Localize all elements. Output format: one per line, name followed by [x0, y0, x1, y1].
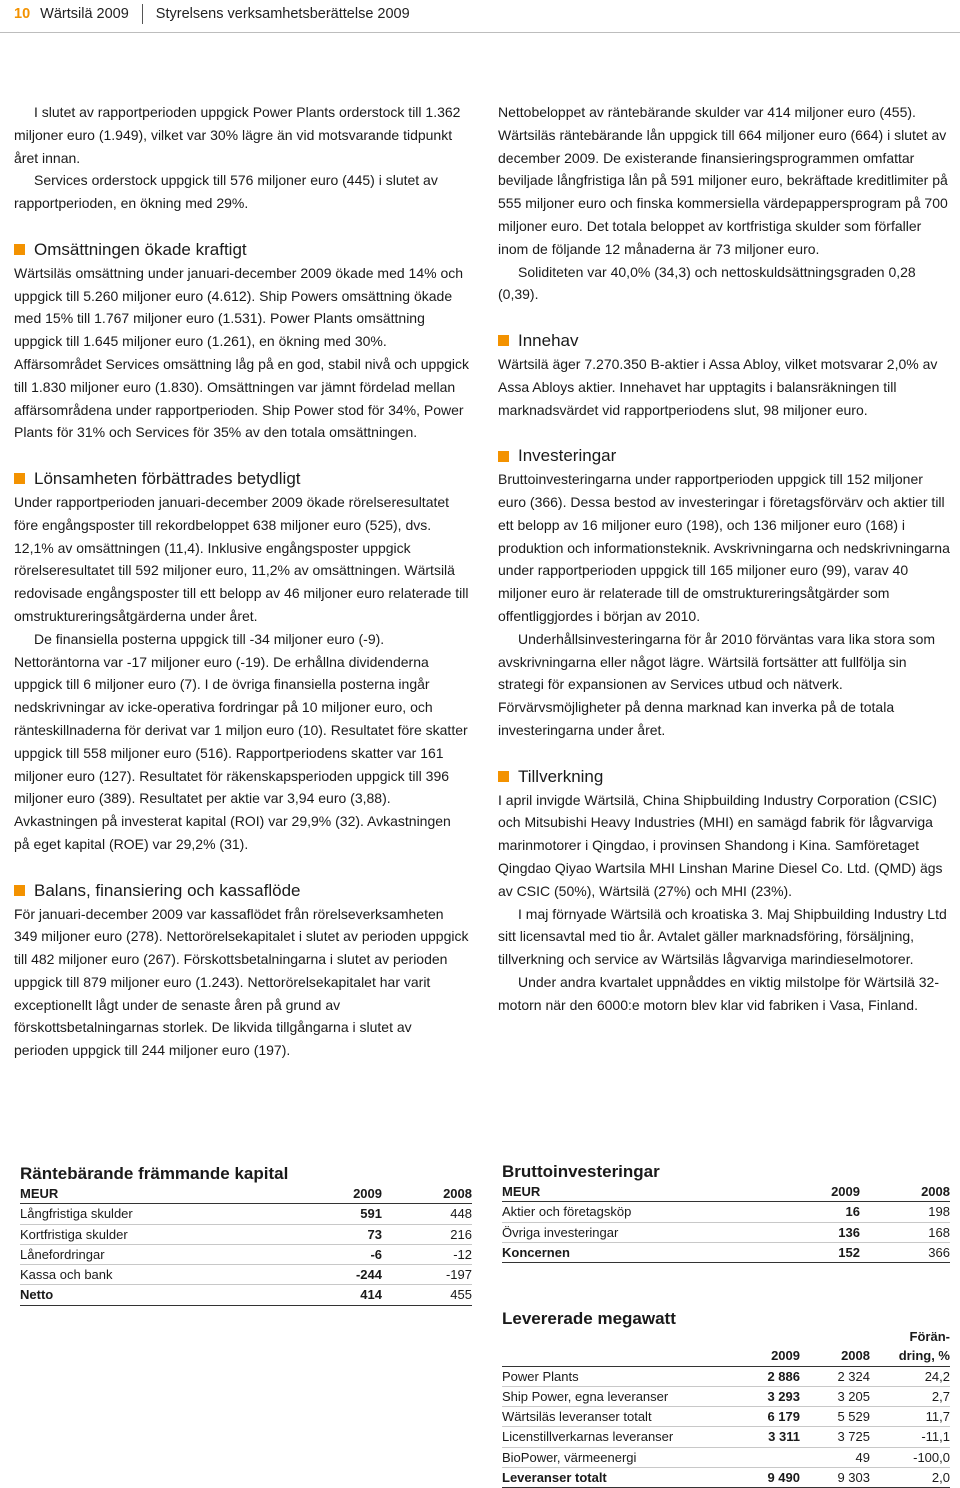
- table-title: Räntebärande främmande kapital: [20, 1164, 289, 1183]
- column-header: Förän-: [909, 1329, 950, 1344]
- paragraph: Services orderstock uppgick till 576 miljoner euro (445) i slutet av rapportperioden, en ökning med 29%.: [14, 172, 438, 212]
- right-column: [498, 101, 950, 1016]
- header-rule: [0, 32, 960, 33]
- paragraph: Bruttoinvesteringarna under rapportperioden uppgick till 152 miljoner euro (366). Dessa bestod av investeringar i företagsförvärv och aktier till ett belopp av 16 miljoner euro (198), och 136 miljoner euro (168) i produktion och informationsteknik. Avskrivningarna och nedskrivningarna under rapportperioden uppgick till 165 miljoner euro (99), varav 40 miljoner euro är relaterade till de omstruktureringsåtgärder som offentliggjordes i början av 2010.: [498, 471, 950, 624]
- table-header-row: [502, 1346, 950, 1366]
- table-row: Power Plants 2 886 2 324 24,2: [502, 1366, 950, 1386]
- paragraph: Under andra kvartalet uppnåddes en viktig milstolpe för Wärtsilä 32-motorn när den 6000:e motorn blev klar vid fabriken i Vasa, Finland.: [498, 973, 939, 1013]
- paragraph: Under rapportperioden januari-december 2009 ökade rörelseresultatet före engångsposter till rekordbeloppet 638 miljoner euro (525), dvs. 12,1% av omsättningen (11,4). Inklusive engångsposter uppgick rörelseresultatet till 592 miljoner euro, 11,2% av omsättningen. Wärtsilä redovisade engångsposter till ett belopp av 46 miljoner euro relaterade till omstruktureringsåtgärderna under året.: [14, 493, 469, 624]
- paragraph: För januari-december 2009 var kassaflödet från rörelseverksamheten 349 miljoner euro (278). Nettorörelsekapitalet i slutet av perioden uppgick till 482 miljoner euro (267). Förskottsbetalningarna i slutet av perioden uppgick till 879 miljoner euro (1.243). Nettorörelsekapitalet har varit exceptionellt lågt under de senaste åren på grund av förskottsbetalningarnas storlek. De likvida tillgångarna i slutet av perioden uppgick till 244 miljoner euro (197).: [14, 905, 469, 1059]
- column-header: dring, %: [870, 1346, 950, 1366]
- paragraph: Underhållsinvesteringarna för år 2010 förväntas vara lika stora som avskrivningarna eller något lägre. Wärtsilä fortsätter att fullfölja sin strategi för expansionen av Services utbud och nätverk. Förvärvsmöjligheter på denna marknad kan inverka på de totala investeringarna under året.: [498, 630, 936, 738]
- orange-square-icon: [498, 771, 509, 782]
- orange-square-icon: [498, 451, 509, 462]
- table-header-row: [502, 1327, 950, 1346]
- paragraph: Wärtsilä äger 7.270.350 B-aktier i Assa Abloy, vilket motsvarar 2,0% av Assa Abloys aktier. Innehavet har upptagits i balansräkningen till marknadsvärdet vid rapportperiodens slut, 98 miljoner euro.: [498, 355, 938, 418]
- table-row: Lånefordringar -6 -12: [20, 1244, 472, 1264]
- section-heading: Balans, finansiering och kassaflöde: [14, 879, 470, 903]
- section-heading: Tillverkning: [498, 765, 950, 789]
- section-heading: Lönsamheten förbättrades betydligt: [14, 467, 470, 491]
- section-heading: Omsättningen ökade kraftigt: [14, 238, 470, 262]
- table-row: Kortfristiga skulder 73 216: [20, 1224, 472, 1244]
- column-header: 2009: [734, 1346, 800, 1366]
- table-header-row: [502, 1182, 950, 1202]
- table-title: Bruttoinvesteringar: [502, 1162, 660, 1181]
- page-header: [14, 3, 410, 25]
- paragraph: De finansiella posterna uppgick till -34 miljoner euro (-9). Nettoräntorna var -17 miljoner euro (-19). De erhållna dividenderna uppgick till 6 miljoner euro (7). I de övriga finansiella posterna ingår nedskrivningar av icke-operativa fordringar på 10 miljoner euro, och ränteskillnaderna för derivat var 1 miljon euro (10). Resultatet före skatter uppgick till 558 miljoner euro (516). Rapportperiodens skatter var 161 miljoner euro (127). Resultatet för räkenskapsperioden uppgick till 396 miljoner euro (389). Resultatet per aktie var 3,94 euro (3,88). Avkastningen på investerat kapital (ROI) var 29,9% (32). Avkastningen på eget kapital (ROE) var 29,2% (31).: [14, 630, 468, 852]
- table-total-row: Netto 414 455: [20, 1285, 472, 1305]
- paragraph: Soliditeten var 40,0% (34,3) och nettoskuldsättningsgraden 0,28 (0,39).: [498, 263, 916, 303]
- table-row: BioPower, värmeenergi 49 -100,0: [502, 1447, 950, 1467]
- table-row: Licenstillverkarnas leveranser 3 311 3 725 -11,1: [502, 1427, 950, 1447]
- table-row: Kassa och bank -244 -197: [20, 1265, 472, 1285]
- orange-square-icon: [14, 885, 25, 896]
- table-total-row: Koncernen 152 366: [502, 1242, 950, 1262]
- column-header: 2009: [292, 1184, 382, 1204]
- header-divider: [142, 4, 143, 24]
- column-header: 2008: [800, 1346, 870, 1366]
- left-column: [14, 101, 470, 1062]
- orange-square-icon: [14, 244, 25, 255]
- table-row: Ship Power, egna leveranser 3 293 3 205 2,7: [502, 1386, 950, 1406]
- paragraph: Wärtsiläs omsättning under januari-december 2009 ökade med 14% och uppgick till 5.260 miljoner euro (4.612). Ship Powers omsättning ökade med 15% till 1.767 miljoner euro (1.531). Power Plants omsättning uppgick till 1.645 miljoner euro (1.261), en ökning med 30%. Affärsområdet Services omsättning låg på en god, stabil nivå och uppgick till 1.830 miljoner euro (1.830). Omsättningen var jämnt fördelad mellan affärsområdena under rapportperioden. Ship Power stod för 34%, Power Plants för 31% och Services för 35% av den totala omsättningen.: [14, 264, 469, 441]
- paragraph: Nettobeloppet av räntebärande skulder var 414 miljoner euro (455). Wärtsiläs räntebärande lån uppgick till 664 miljoner euro (664) i slutet av december 2009. De existerande finansieringsprogrammen omfattar beviljade långfristiga lån på 591 miljoner euro, bekräftade kreditlimiter på 555 miljoner euro och finska kommersiella värdepappersprogram på 700 miljoner euro. Det totala beloppet av kortfristiga skulder som förfaller inom de följande 12 månaderna är 73 miljoner euro.: [498, 104, 948, 257]
- section-title: Styrelsens verksamhetsberättelse 2009: [155, 6, 410, 22]
- table-title: Levererade megawatt: [502, 1309, 676, 1328]
- delivered-megawatt-table: [502, 1309, 950, 1488]
- column-header: MEUR: [20, 1184, 292, 1204]
- table-row: Aktier och företagsköp 16 198: [502, 1202, 950, 1222]
- interest-bearing-liabilities-table: [20, 1164, 472, 1306]
- publication-title: Wärtsilä 2009: [40, 6, 129, 22]
- gross-investments-table: [502, 1162, 950, 1263]
- column-header: MEUR: [502, 1182, 770, 1202]
- table-total-row: Leveranser totalt 9 490 9 303 2,0: [502, 1468, 950, 1488]
- table-row: Övriga investeringar 136 168: [502, 1222, 950, 1242]
- table-row: Långfristiga skulder 591 448: [20, 1204, 472, 1224]
- orange-square-icon: [14, 473, 25, 484]
- paragraph: I slutet av rapportperioden uppgick Power Plants orderstock till 1.362 miljoner euro (1.949), vilket var 30% lägre än vid motsvarande tidpunkt året innan.: [14, 104, 461, 166]
- section-heading: Investeringar: [498, 444, 950, 468]
- paragraph: I maj förnyade Wärtsilä och kroatiska 3. Maj Shipbuilding Industry Ltd sitt licensavtal med tio år. Avtalet gäller marknadsföring, försäljning, tillverkning och service av Wärtsiläs lågvarviga marindieselmotorer.: [498, 905, 947, 968]
- column-header: 2008: [860, 1182, 950, 1202]
- table-row: Wärtsiläs leveranser totalt 6 179 5 529 11,7: [502, 1407, 950, 1427]
- section-heading: Innehav: [498, 329, 950, 353]
- orange-square-icon: [498, 335, 509, 346]
- page-number: 10: [14, 6, 31, 22]
- column-header: 2008: [382, 1184, 472, 1204]
- table-header-row: [20, 1184, 472, 1204]
- column-header: 2009: [770, 1182, 860, 1202]
- paragraph: I april invigde Wärtsilä, China Shipbuilding Industry Corporation (CSIC) och Mitsubishi Heavy Industries (MHI) en samägd fabrik för lågvarviga marinmotorer i Qingdao, i provinsen Shandong i Kina. Samföretaget Qingdao Qiyao Wartsila MHI Linshan Marine Diesel Co. Ltd. (QMD) ägs av CSIC (50%), Wärtsilä (27%) och MHI (23%).: [498, 791, 943, 899]
